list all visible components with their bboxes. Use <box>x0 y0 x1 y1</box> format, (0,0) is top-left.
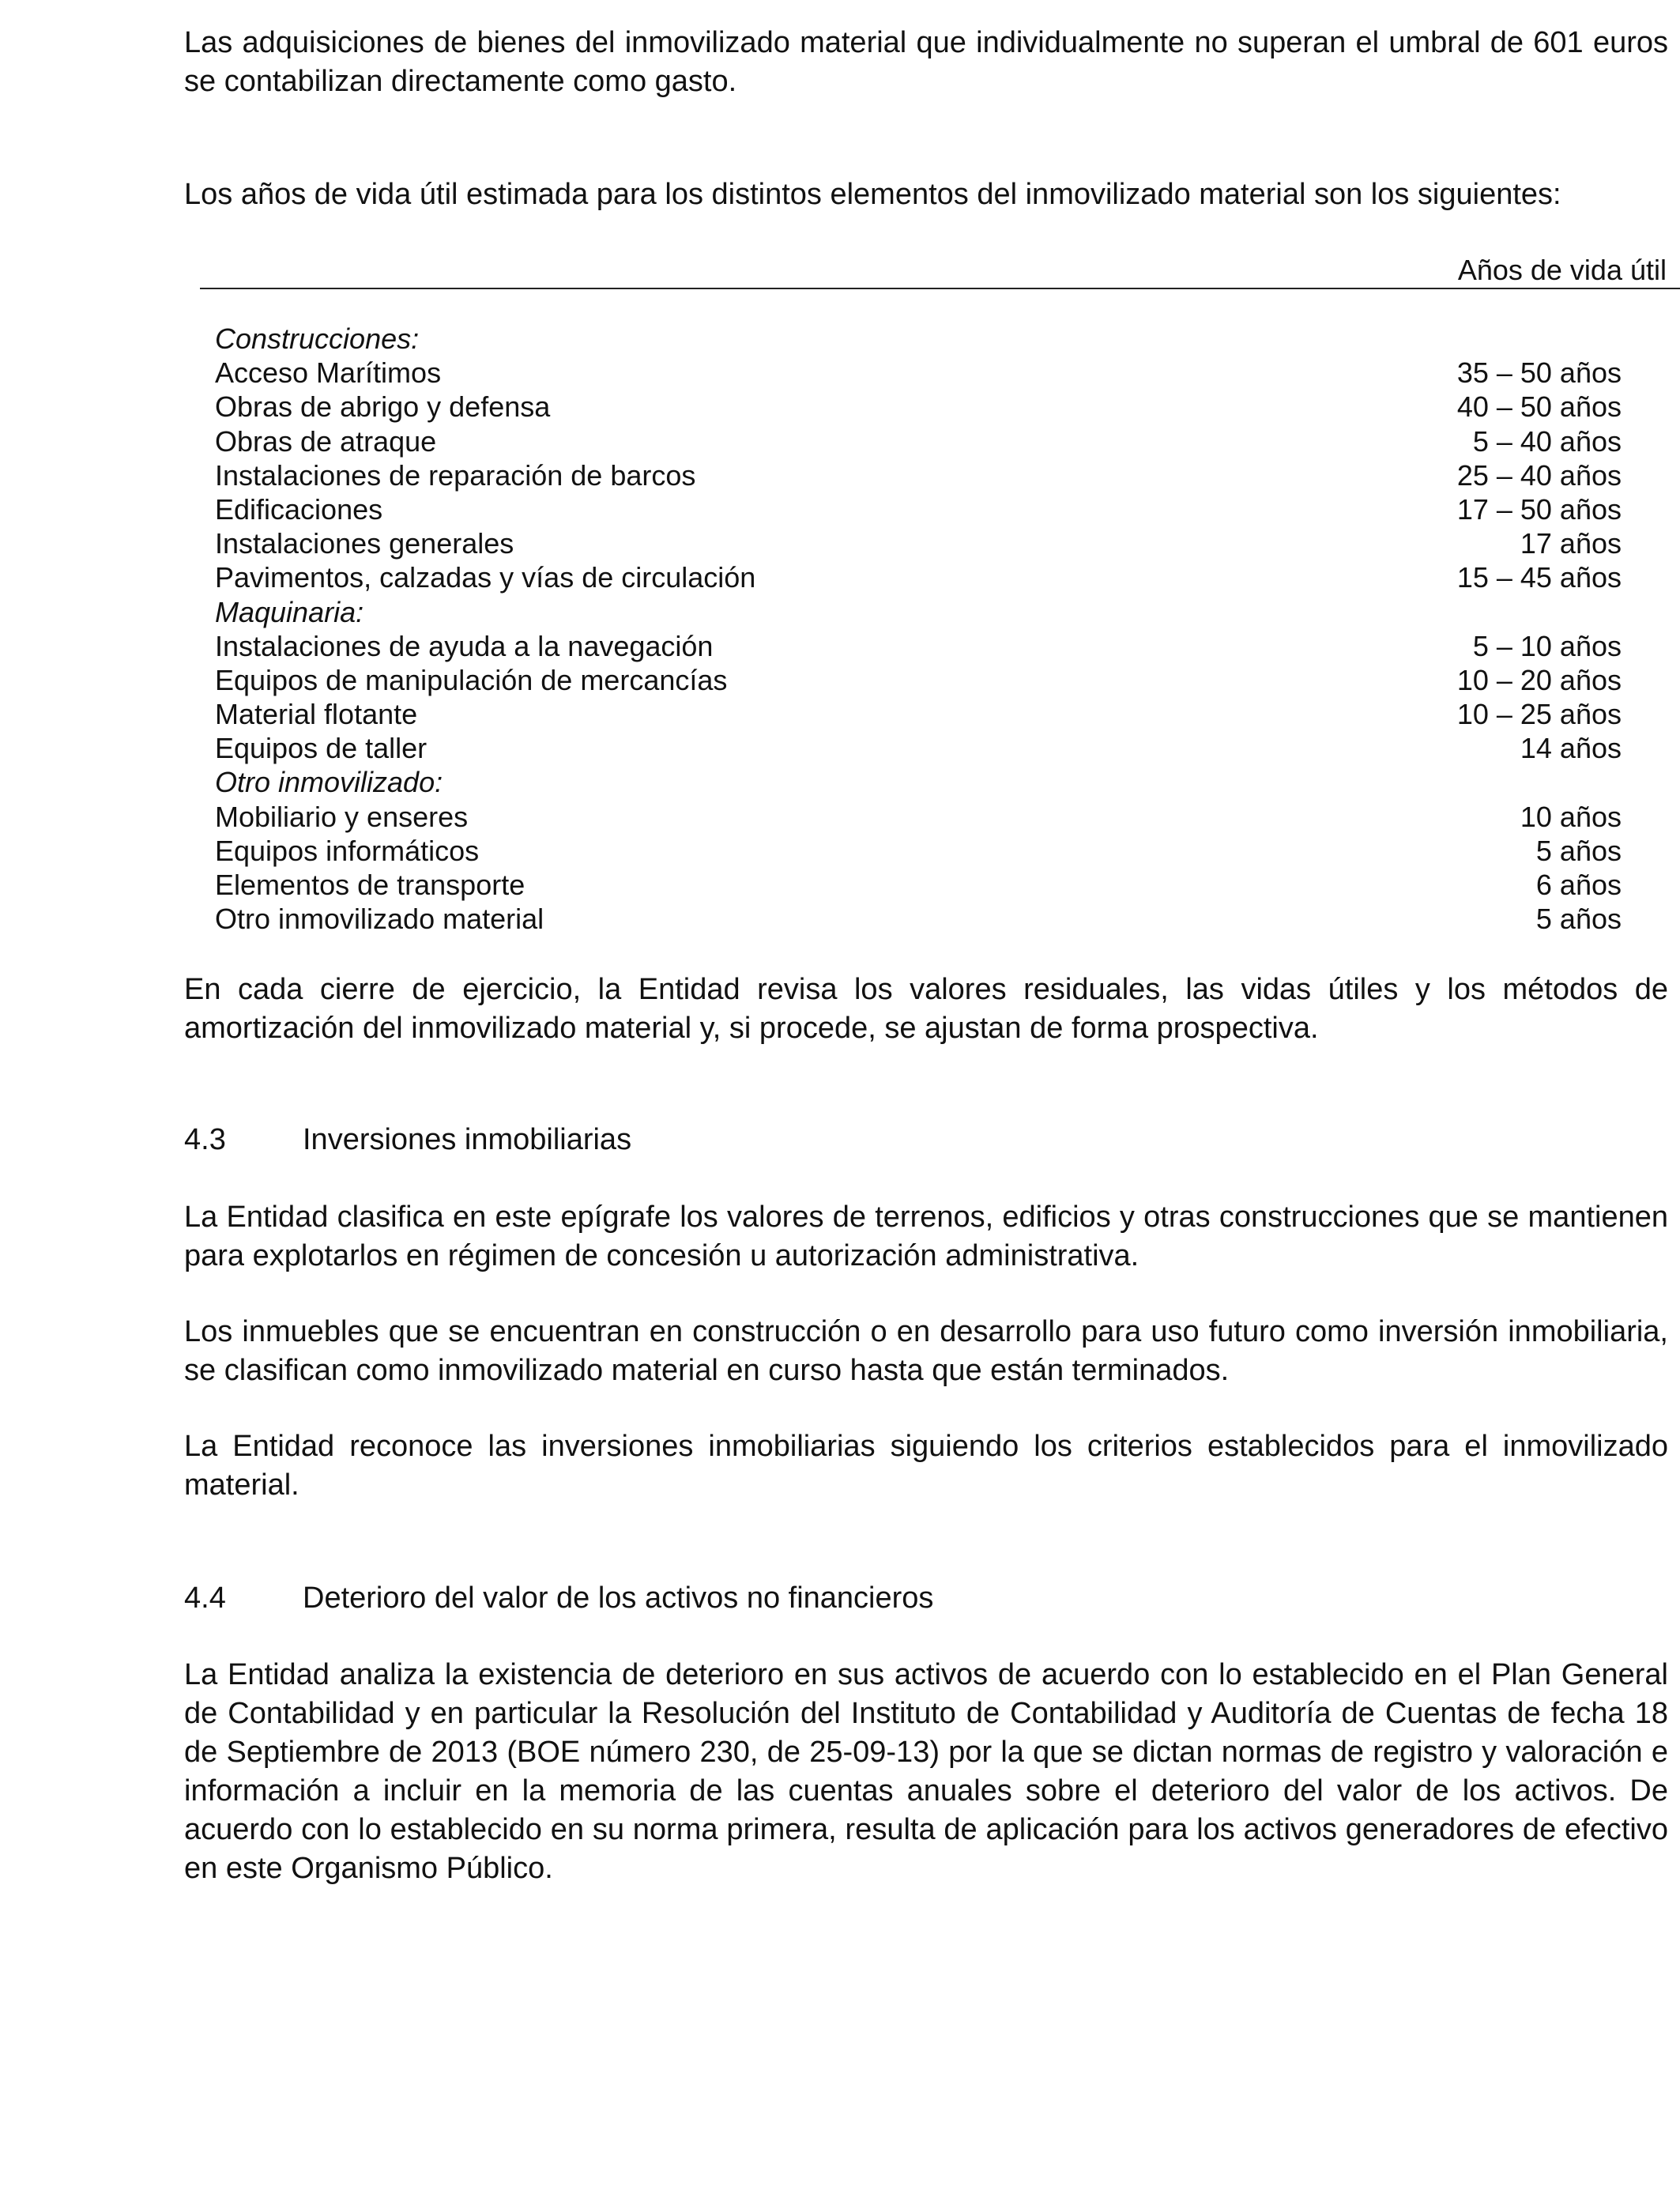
section-heading-4-4 <box>184 1579 933 1618</box>
row-value: 5 años <box>1535 834 1622 867</box>
paragraph-clasificacion-inversiones: La Entidad clasifica en este epígrafe los valores de terrenos, edificios y otras construcciones que se mantienen para explotarlos en régimen de concesión u autorización administrativa. <box>184 1201 1668 1272</box>
table-row <box>215 595 1622 629</box>
table-row <box>215 629 1622 663</box>
row-label: Instalaciones generales <box>215 527 514 560</box>
group-label: Construcciones: <box>215 322 420 355</box>
paragraph-revision-vidas-utiles: En cada cierre de ejercicio, la Entidad revisa los valores residuales, las vidas útiles y los métodos de amortización del inmovilizado material y, si procede, se ajustan de forma prospectiva. <box>184 973 1668 1045</box>
table-row <box>215 492 1622 526</box>
paragraph-inmuebles-construccion: Los inmuebles que se encuentran en construcción o en desarrollo para uso futuro como inversión inmobiliaria, se clasifican como inmovilizado material en curso hasta que están terminados. <box>184 1315 1668 1387</box>
row-label: Edificaciones <box>215 492 383 526</box>
section-title: Deterioro del valor de los activos no financieros <box>303 1581 934 1615</box>
row-value: 5 – 40 años <box>1472 424 1622 458</box>
table-row <box>215 902 1622 936</box>
group-label: Otro inmovilizado: <box>215 766 443 799</box>
table-row <box>215 390 1622 424</box>
paragraph-deterioro-activos: La Entidad analiza la existencia de deterioro en sus activos de acuerdo con lo establecido en el Plan General de Contabilidad y en particular la Resolución del Instituto de Contabilidad y Auditoría de Cuentas de fecha 18 de Septiembre de 2013 (BOE número 230, de 25-09-13) por la que se dictan normas de registro y valoración e información a incluir en la memoria de las cuentas anuales sobre el deterioro del valor de los activos. De acuerdo con lo establecido en su norma primera, resulta de aplicación para los activos generadores de efectivo en este Organismo Público. <box>184 1658 1668 1885</box>
row-label: Mobiliario y enseres <box>215 800 469 833</box>
table-row <box>215 731 1622 765</box>
section-number: 4.4 <box>184 1581 226 1615</box>
row-label: Elementos de transporte <box>215 869 525 901</box>
row-value: 10 – 25 años <box>1456 698 1622 731</box>
paragraph-reconocimiento-inversiones: La Entidad reconoce las inversiones inmobiliarias siguiendo los criterios establecidos para el inmovilizado material. <box>184 1430 1668 1502</box>
row-label: Obras de atraque <box>215 424 437 458</box>
row-label: Equipos de taller <box>215 732 428 765</box>
table-row <box>215 663 1622 697</box>
table-row <box>215 697 1622 731</box>
row-label: Obras de abrigo y defensa <box>215 390 551 424</box>
row-label: Material flotante <box>215 698 418 731</box>
row-value: 40 – 50 años <box>1456 390 1622 424</box>
table-row <box>215 526 1622 560</box>
row-value: 10 años <box>1520 800 1622 833</box>
section-number: 4.3 <box>184 1123 226 1156</box>
paragraph-umbral-gasto: Las adquisiciones de bienes del inmovilizado material que individualmente no superan el umbral de 601 euros se contabilizan directamente como gasto. <box>184 26 1668 98</box>
table-row <box>215 560 1622 594</box>
row-value: 17 – 50 años <box>1456 492 1622 526</box>
row-value: 25 – 40 años <box>1456 458 1622 492</box>
table-row <box>215 800 1622 834</box>
table-row <box>215 868 1622 902</box>
row-label: Otro inmovilizado material <box>215 903 544 936</box>
column-header-vida-util: Años de vida útil <box>1457 254 1667 286</box>
row-value: 17 años <box>1520 527 1622 560</box>
table-row <box>215 356 1622 390</box>
row-value: 35 – 50 años <box>1456 356 1622 390</box>
table-row <box>215 765 1622 799</box>
useful-life-table <box>215 322 1622 936</box>
section-title: Inversiones inmobiliarias <box>303 1123 632 1156</box>
row-value: 14 años <box>1520 732 1622 765</box>
table-row <box>215 322 1622 356</box>
row-label: Instalaciones de ayuda a la navegación <box>215 629 714 662</box>
table-row <box>215 424 1622 458</box>
row-label: Pavimentos, calzadas y vías de circulación <box>215 561 756 594</box>
row-label: Equipos de manipulación de mercancías <box>215 663 728 696</box>
table-row <box>215 458 1622 492</box>
row-value: 5 años <box>1535 903 1622 936</box>
row-value: 10 – 20 años <box>1456 663 1622 696</box>
table-header <box>200 250 1680 289</box>
section-heading-4-3 <box>184 1121 631 1159</box>
row-value: 6 años <box>1535 869 1622 901</box>
row-label: Acceso Marítimos <box>215 356 442 390</box>
row-label: Instalaciones de reparación de barcos <box>215 458 696 492</box>
row-value: 5 – 10 años <box>1472 629 1622 662</box>
row-label: Equipos informáticos <box>215 834 480 867</box>
paragraph-vida-util-intro: Los años de vida útil estimada para los distintos elementos del inmovilizado material son los siguientes: <box>184 178 1561 211</box>
row-value: 15 – 45 años <box>1456 561 1622 594</box>
group-label: Maquinaria: <box>215 595 364 628</box>
table-row <box>215 834 1622 868</box>
